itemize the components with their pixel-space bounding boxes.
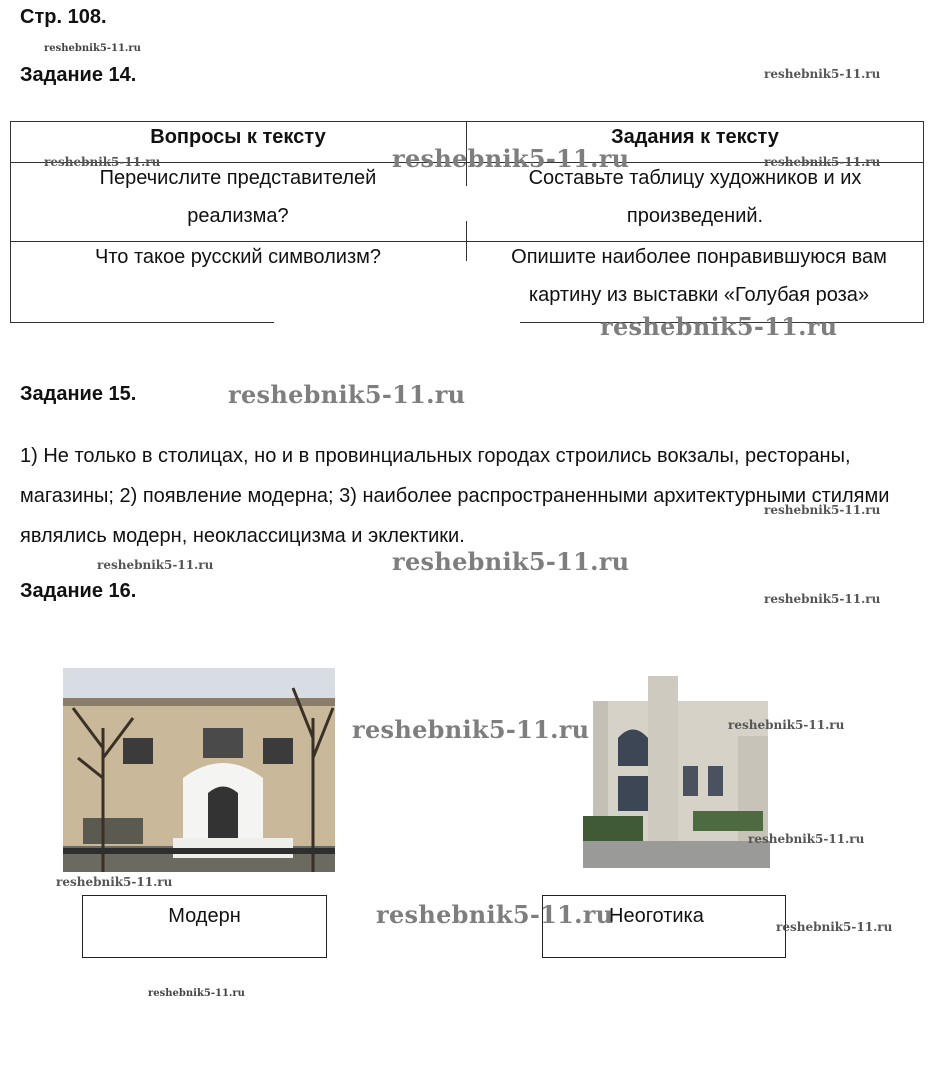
task16-heading: Задание 16.: [20, 580, 137, 602]
page-title: Стр. 108.: [20, 6, 107, 28]
watermark: reshebnik5-11.ru: [764, 67, 881, 81]
watermark: reshebnik5-11.ru: [764, 155, 881, 169]
watermark: reshebnik5-11.ru: [148, 988, 245, 999]
table-header-questions: Вопросы к тексту: [150, 126, 326, 148]
watermark: reshebnik5-11.ru: [748, 832, 865, 846]
caption-neogothic: Неоготика: [609, 905, 704, 927]
table-cell-task-1: Составьте таблицу художников и их произведений.: [528, 167, 862, 227]
neogothic-building-photo: [583, 676, 770, 868]
table-header-tasks: Задания к тексту: [611, 126, 779, 148]
watermark: reshebnik5-11.ru: [44, 43, 141, 54]
watermark: reshebnik5-11.ru: [97, 558, 214, 572]
caption-modern: Модерн: [168, 905, 241, 927]
watermark: reshebnik5-11.ru: [600, 312, 838, 341]
table-cell-question-1: Перечислите представителей реализма?: [99, 167, 377, 227]
watermark: reshebnik5-11.ru: [392, 144, 630, 173]
watermark: reshebnik5-11.ru: [228, 380, 466, 409]
watermark: reshebnik5-11.ru: [376, 900, 614, 929]
watermark: reshebnik5-11.ru: [776, 920, 893, 934]
task15-text: 1) Не только в столицах, но и в провинциальных городах строились вокзалы, рестораны, магазины; 2) появление модерна; 3) наиболее распространенными архитектурными стилями являлись модерн, неоклассицизма и эклектики.: [20, 445, 890, 547]
modern-building-photo: [63, 668, 335, 872]
watermark: reshebnik5-11.ru: [728, 718, 845, 732]
task14-heading: Задание 14.: [20, 64, 137, 86]
watermark: reshebnik5-11.ru: [352, 715, 590, 744]
watermark: reshebnik5-11.ru: [44, 155, 161, 169]
watermark: reshebnik5-11.ru: [764, 592, 881, 606]
watermark: reshebnik5-11.ru: [764, 503, 881, 517]
table-cell-question-2: Что такое русский символизм?: [95, 246, 381, 268]
watermark: reshebnik5-11.ru: [56, 875, 173, 889]
table-cell-task-2: Опишите наиболее понравившуюся вам картину из выставки «Голубая роза»: [511, 246, 887, 306]
watermark: reshebnik5-11.ru: [392, 547, 630, 576]
caption-box-modern: [82, 895, 327, 958]
task15-heading: Задание 15.: [20, 383, 137, 405]
